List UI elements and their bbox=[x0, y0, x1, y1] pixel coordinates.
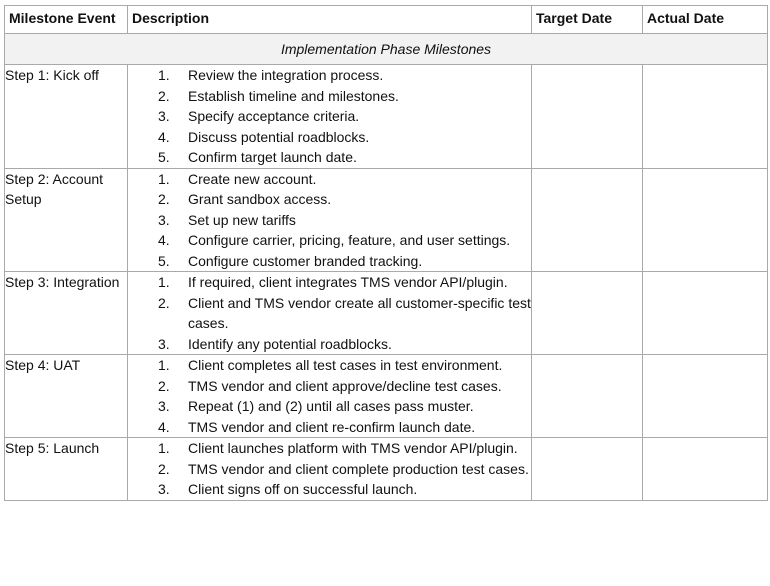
list-item-number: 3. bbox=[158, 398, 170, 414]
list-item bbox=[128, 127, 531, 148]
list-item-number: 2. bbox=[158, 377, 170, 394]
list-item bbox=[128, 396, 531, 417]
step-list bbox=[128, 169, 531, 272]
list-item bbox=[128, 293, 531, 334]
list-item-number: 3. bbox=[158, 335, 170, 352]
table-row bbox=[5, 438, 768, 501]
step-list bbox=[128, 272, 531, 354]
table-body bbox=[5, 34, 768, 501]
actual-date-cell bbox=[643, 272, 768, 355]
list-item bbox=[128, 272, 531, 293]
list-item-text: Grant sandbox access. bbox=[188, 191, 332, 207]
list-item bbox=[128, 251, 531, 272]
list-item-text: Client completes all test cases in test environment. bbox=[188, 357, 503, 373]
header-target-date: Target Date bbox=[532, 6, 643, 34]
milestones-table bbox=[4, 5, 768, 501]
list-item-text: Configure customer branded tracking. bbox=[188, 252, 423, 269]
target-date-cell bbox=[532, 355, 643, 438]
list-item-text: Create new account. bbox=[188, 170, 317, 187]
actual-date-cell bbox=[643, 168, 768, 272]
list-item-number: 4. bbox=[158, 128, 170, 145]
list-item bbox=[128, 376, 531, 397]
table-row bbox=[5, 65, 768, 169]
list-item bbox=[128, 459, 531, 480]
list-item bbox=[128, 106, 531, 127]
table-row bbox=[5, 168, 768, 272]
list-item-number: 4. bbox=[158, 232, 170, 248]
list-item-text: TMS vendor and client approve/decline test cases. bbox=[188, 377, 502, 394]
list-item-text: Review the integration process. bbox=[188, 67, 384, 83]
list-item-number: 1. bbox=[158, 274, 170, 290]
description-cell bbox=[128, 65, 532, 169]
list-item-number: 4. bbox=[158, 418, 170, 435]
list-item-number: 5. bbox=[158, 252, 170, 269]
list-item-number: 3. bbox=[158, 211, 170, 228]
description-cell bbox=[128, 168, 532, 272]
step-list bbox=[128, 355, 531, 437]
list-item bbox=[128, 438, 531, 459]
list-item bbox=[128, 65, 531, 86]
list-item-number: 1. bbox=[158, 357, 170, 373]
list-item-number: 5. bbox=[158, 149, 170, 165]
milestone-event-cell: Step 3: Integration bbox=[5, 272, 128, 355]
list-item bbox=[128, 230, 531, 251]
description-cell bbox=[128, 355, 532, 438]
target-date-cell bbox=[532, 438, 643, 501]
list-item-text: Confirm target launch date. bbox=[188, 149, 357, 165]
list-item-number: 1. bbox=[158, 440, 170, 456]
list-item-text: Client signs off on successful launch. bbox=[188, 481, 418, 497]
list-item-number: 3. bbox=[158, 481, 170, 497]
step-list bbox=[128, 438, 531, 500]
target-date-cell bbox=[532, 272, 643, 355]
list-item-number: 1. bbox=[158, 170, 170, 187]
milestone-event-cell: Step 4: UAT bbox=[5, 355, 128, 438]
list-item-number: 2. bbox=[158, 294, 170, 311]
list-item-number: 1. bbox=[158, 67, 170, 83]
description-cell bbox=[128, 272, 532, 355]
target-date-cell bbox=[532, 65, 643, 169]
list-item bbox=[128, 479, 531, 500]
phase-row bbox=[5, 34, 768, 65]
header-actual-date: Actual Date bbox=[643, 6, 768, 34]
list-item bbox=[128, 210, 531, 231]
list-item-text: If required, client integrates TMS vendor API/plugin. bbox=[188, 274, 508, 290]
target-date-cell bbox=[532, 168, 643, 272]
header-row bbox=[5, 6, 768, 34]
list-item-text: TMS vendor and client complete production test cases. bbox=[188, 460, 529, 477]
list-item bbox=[128, 334, 531, 355]
list-item-text: Configure carrier, pricing, feature, and user settings. bbox=[188, 232, 511, 248]
step-list bbox=[128, 65, 531, 168]
list-item-text: Client and TMS vendor create all customer-specific test cases. bbox=[188, 294, 531, 331]
list-item-text: Specify acceptance criteria. bbox=[188, 108, 360, 124]
table-row bbox=[5, 355, 768, 438]
table-row bbox=[5, 272, 768, 355]
list-item bbox=[128, 169, 531, 190]
list-item bbox=[128, 355, 531, 376]
header-milestone-event: Milestone Event bbox=[5, 6, 128, 34]
list-item bbox=[128, 417, 531, 438]
list-item-text: Client launches platform with TMS vendor API/plugin. bbox=[188, 440, 518, 456]
milestone-event-cell: Step 5: Launch bbox=[5, 438, 128, 501]
list-item-number: 3. bbox=[158, 108, 170, 124]
header-description: Description bbox=[128, 6, 532, 34]
list-item-number: 2. bbox=[158, 460, 170, 477]
list-item-number: 2. bbox=[158, 191, 170, 207]
list-item-text: Set up new tariffs bbox=[188, 211, 296, 228]
list-item bbox=[128, 86, 531, 107]
list-item-text: Discuss potential roadblocks. bbox=[188, 128, 370, 145]
milestone-event-cell: Step 2: Account Setup bbox=[5, 168, 128, 272]
list-item-text: Identify any potential roadblocks. bbox=[188, 335, 392, 352]
description-cell bbox=[128, 438, 532, 501]
list-item bbox=[128, 147, 531, 168]
milestone-event-cell: Step 1: Kick off bbox=[5, 65, 128, 169]
list-item-text: Repeat (1) and (2) until all cases pass muster. bbox=[188, 398, 474, 414]
list-item-text: TMS vendor and client re-confirm launch date. bbox=[188, 418, 476, 435]
phase-title: Implementation Phase Milestones bbox=[5, 34, 768, 65]
list-item-number: 2. bbox=[158, 87, 170, 104]
list-item bbox=[128, 189, 531, 210]
actual-date-cell bbox=[643, 355, 768, 438]
list-item-text: Establish timeline and milestones. bbox=[188, 87, 399, 104]
actual-date-cell bbox=[643, 65, 768, 169]
actual-date-cell bbox=[643, 438, 768, 501]
